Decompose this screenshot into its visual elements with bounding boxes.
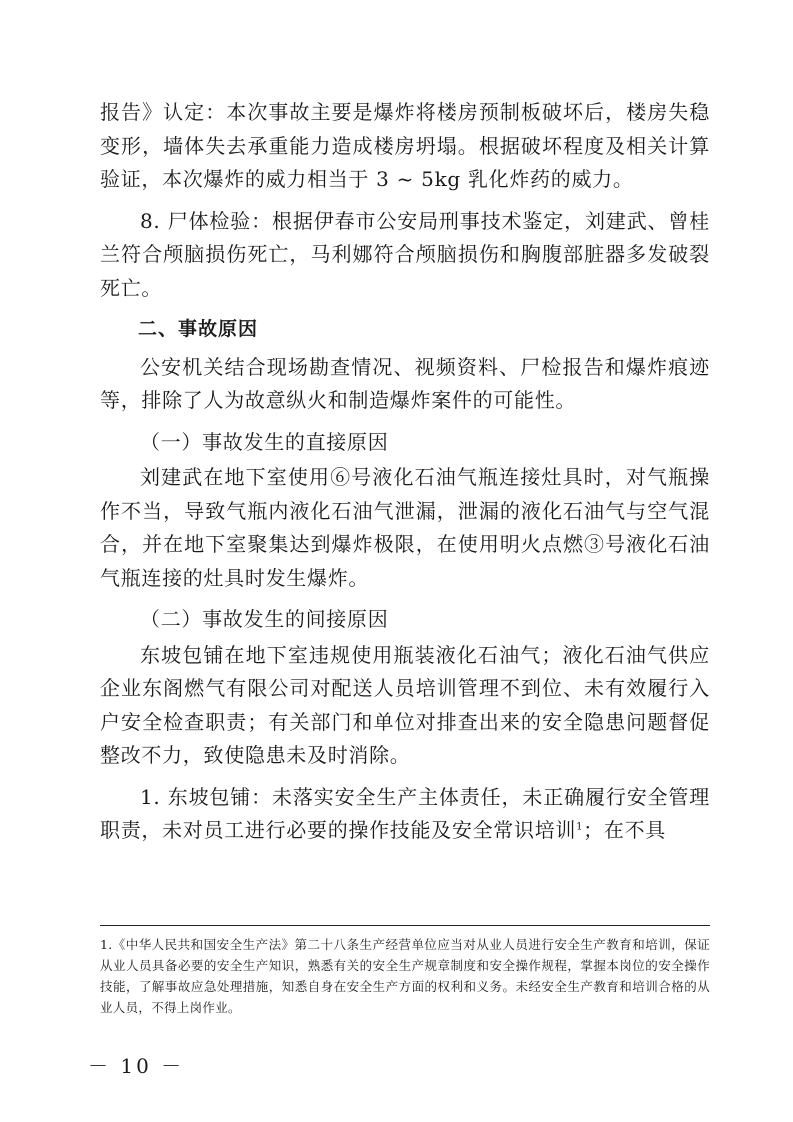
paragraph-autopsy: 8. 尸体检验：根据伊春市公安局刑事技术鉴定，刘建武、曾桂兰符合颅脑损伤死亡，马利娜符合颅脑损伤和胸腹部脏器多发破裂死亡。 (100, 208, 710, 300)
section-heading-accident-cause: 二、事故原因 (138, 318, 259, 340)
footnote-label: 1. (100, 937, 113, 952)
paragraph-dongpo-text: 1. 东坡包铺：未落实安全生产主体责任，未正确履行安全管理职责，未对员工进行必要的操作技能及安全常识培训 (100, 784, 710, 842)
paragraph-direct-cause: 刘建武在地下室使用⑥号液化石油气瓶连接灶具时，对气瓶操作不当，导致气瓶内液化石油气泄漏，泄漏的液化石油气与空气混合，并在地下室聚集达到爆炸极限，在使用明火点燃③号液化石油气瓶连接的灶具时发生爆炸。 (100, 465, 710, 590)
paragraph-police-findings: 公安机关结合现场勘查情况、视频资料、尸检报告和爆炸痕迹等，排除了人为故意纵火和制造爆炸案件的可能性。 (100, 354, 710, 412)
footnote-reference[interactable]: 1 (576, 821, 584, 833)
document-body (100, 96, 710, 856)
footnote-divider (100, 925, 710, 926)
page-number: － 10 － (88, 1054, 185, 1078)
paragraph-dongpo-shop (100, 781, 710, 848)
footnote-text: 《中华人民共和国安全生产法》第二十八条生产经营单位应当对从业人员进行安全生产教育和培训，保证从业人员具备必要的安全生产知识，熟悉有关的安全生产规章制度和安全操作规程，掌握本岗位的安全操作技能，了解事故应急处理措施，知悉自身在安全生产方面的权利和义务。未经安全生产教育和培训合格的从业人员，不得上岗作业。 (100, 937, 710, 1015)
paragraph-dongpo-tail: ；在不具 (583, 818, 666, 842)
paragraph-continued: 报告》认定：本次事故主要是爆炸将楼房预制板破坏后，楼房失稳变形，墙体失去承重能力造成楼房坍塌。根据破坏程度及相关计算验证，本次爆炸的威力相当于 3 ~ 5kg 乳化炸药的威力。 (100, 100, 710, 191)
paragraph-indirect-cause: 东坡包铺在地下室违规使用瓶装液化石油气；液化石油气供应企业东阁燃气有限公司对配送人员培训管理不到位、未有效履行入户安全检查职责；有关部门和单位对排查出来的安全隐患问题督促整改不力，致使隐患未及时消除。 (100, 642, 710, 767)
subheading-direct-cause: （一）事故发生的直接原因 (140, 429, 389, 454)
footnote (100, 934, 710, 1018)
subheading-indirect-cause: （二）事故发生的间接原因 (140, 607, 389, 631)
